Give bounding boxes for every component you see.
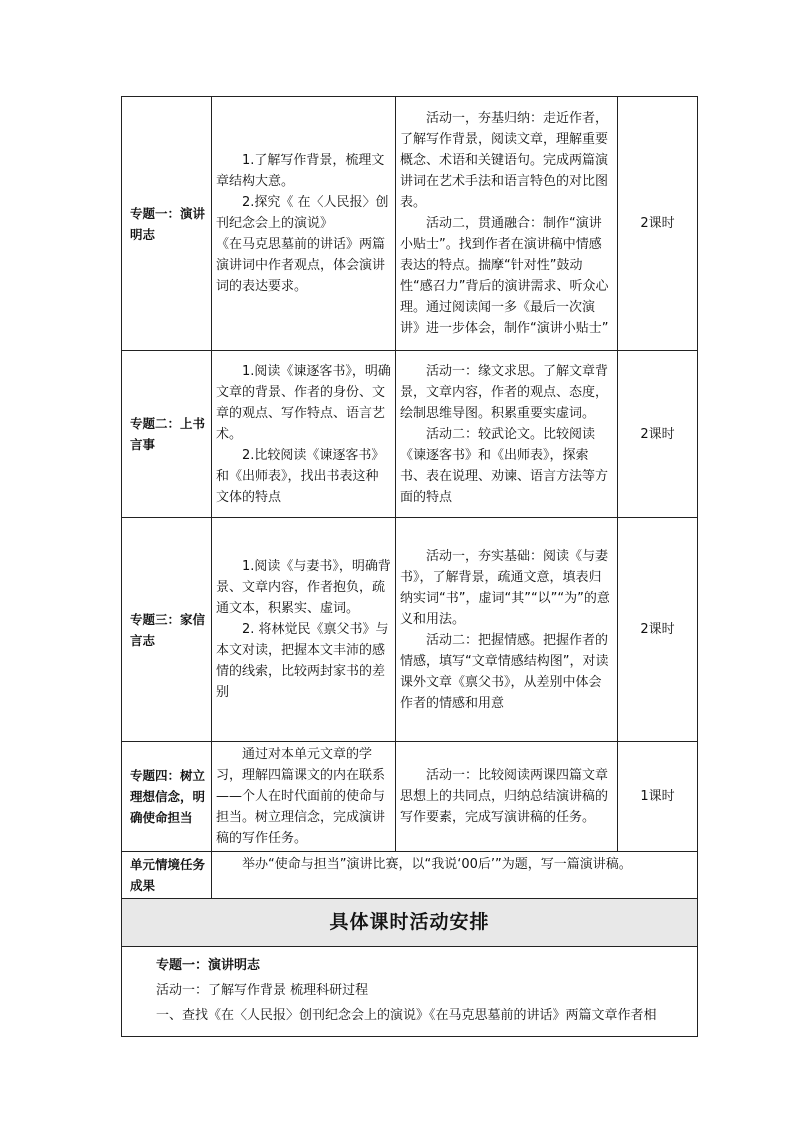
goal-cell: [212, 518, 396, 742]
result-text-cell: [212, 852, 698, 899]
activity-text: 活动一：缘文求思。了解文章背景，文章内容，作者的观点、态度，绘制思维导图。积累重要实虚词。: [400, 363, 609, 421]
detail-step: 一、查找《在〈人民报〉创刊纪念会上的演说》《在马克思墓前的讲话》两篇文章作者相: [156, 1008, 657, 1023]
topic-cell: 专题一：演讲明志: [122, 97, 212, 351]
section-heading-row: [122, 899, 698, 947]
unit-plan-table: [121, 96, 698, 1037]
topic-cell: 专题三：家信言志: [122, 518, 212, 742]
hours-cell: 1课时: [618, 742, 698, 852]
topic-cell: 专题四：树立理想信念，明确使命担当: [122, 742, 212, 852]
hours-cell: 2课时: [618, 518, 698, 742]
activity-text: 活动二：较武论文。比较阅读《谏逐客书》和《出师表》，探索书、表在说理、劝谏、语言方法等方面的特点: [400, 426, 609, 505]
goal-cell: [212, 742, 396, 852]
activity-text: 活动二，贯通融合：制作“演讲小贴士”。找到作者在演讲稿中情感表达的特点。揣摩“针对性”鼓动性“感召力”背后的演讲需求、听众心理。通过阅读闻一多《最后一次演讲》进一步体会，制作“演讲小贴士”: [400, 216, 609, 336]
goal-text: 通过对本单元文章的学习，理解四篇课文的内在联系——个人在时代面前的使命与担当。树立理信念，完成演讲稿的写作任务。: [216, 747, 386, 846]
table-row: [122, 351, 698, 518]
detail-cell: [122, 947, 698, 1037]
detail-activity: 活动一：了解写作背景 梳理科研过程: [156, 983, 369, 998]
hours-cell: 2课时: [618, 351, 698, 518]
detail-row: [122, 947, 698, 1037]
result-row: [122, 852, 698, 899]
table-row: [122, 97, 698, 351]
table-row: [122, 518, 698, 742]
goal-text: 1.了解写作背景，梳理文章结构大意。: [216, 153, 385, 189]
detail-topic: 专题一：演讲明志: [156, 958, 261, 973]
activity-text: 活动一，夯实基础：阅读《与妻书》，了解背景，疏通文意，填表归纳实词“书”，虚词“其”“以”“为”的意义和用法。: [400, 548, 610, 627]
activity-text: 活动一：比较阅读两课四篇文章思想上的共同点，归纳总结演讲稿的写作要素，完成写演讲稿的任务。: [400, 768, 609, 825]
goal-cell: [212, 97, 396, 351]
goal-cell: [212, 351, 396, 518]
activity-cell: [396, 742, 618, 852]
table-row: [122, 742, 698, 852]
goal-text: 2. 将林觉民《禀父书》与本文对读，把握本文丰沛的感情的线索，比较两封家书的差别: [216, 622, 389, 700]
activity-text: 活动二：把握情感。把握作者的情感，填写“文章情感结构图”，对读课外文章《禀父书》，从差别中体会作者的情感和用意: [400, 632, 609, 711]
result-text: 举办“使命与担当”演讲比赛，以“我说‘00后’”为题，写一篇演讲稿。: [242, 857, 632, 872]
activity-cell: [396, 351, 618, 518]
activity-cell: [396, 518, 618, 742]
section-title: 具体课时活动安排: [122, 899, 698, 947]
lesson-plan-sheet: [121, 96, 697, 1037]
topic-cell: 专题二：上书言事: [122, 351, 212, 518]
goal-text: 2.比较阅读《谏逐客书》和《出师表》，找出书表这种文体的特点: [216, 447, 385, 505]
result-label: 单元情境任务成果: [122, 852, 212, 899]
goal-text: 2.探究《 在〈人民报〉创刊纪念会上的演说》: [216, 195, 389, 231]
hours-cell: 2课时: [618, 97, 698, 351]
goal-text: 1.阅读《谏逐客书》，明确文章的背景、作者的身份、文章的观点、写作特点、语言艺术。: [216, 363, 391, 442]
activity-text: 活动一，夯基归纳：走近作者，了解写作背景，阅读文章，理解重要概念、术语和关键语句。完成两篇演讲词在艺术手法和语言特色的对比图表。: [400, 111, 609, 210]
activity-cell: [396, 97, 618, 351]
goal-text: 《在马克思墓前的讲话》两篇演讲词中作者观点，体会演讲词的表达要求。: [216, 237, 386, 294]
goal-text: 1.阅读《与妻书》，明确背景、文章内容，作者抱负，疏通文本，积累实、虚词。: [216, 559, 391, 616]
